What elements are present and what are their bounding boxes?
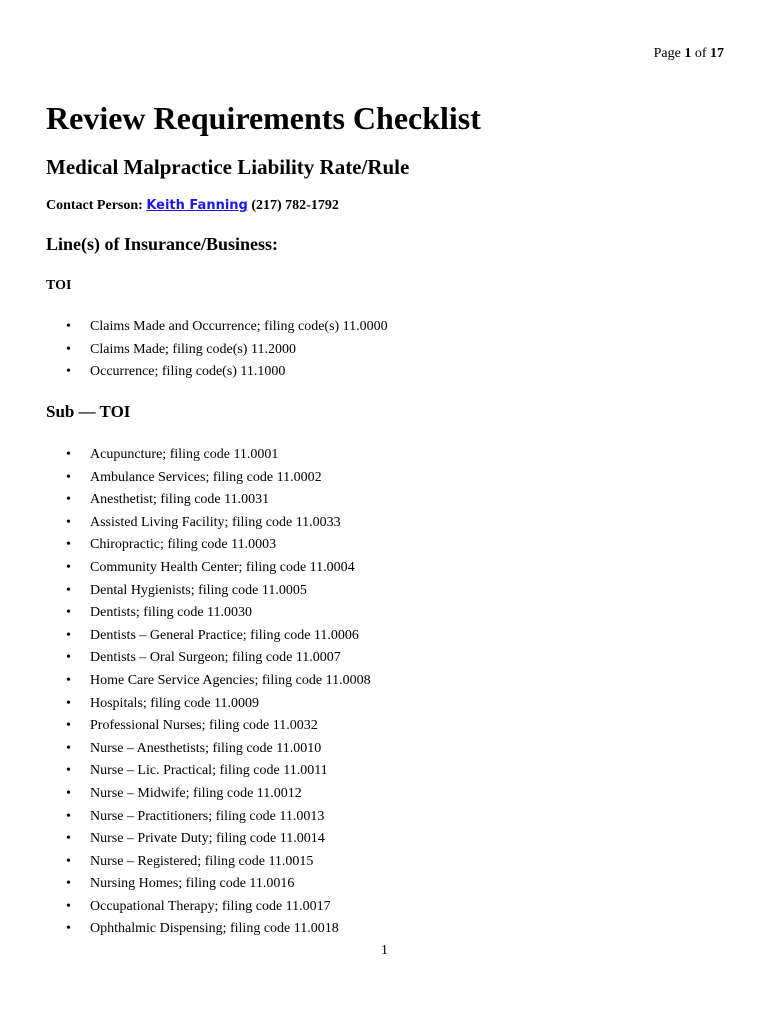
page-indicator (654, 46, 724, 62)
list-item: • Claims Made and Occurrence; filing code(s) 11.0000 (66, 316, 388, 339)
contact-label: Contact Person: (46, 198, 147, 213)
toi-list (66, 316, 388, 384)
document-title: Review Requirements Checklist (46, 100, 481, 136)
list-item: • Claims Made; filing code(s) 11.2000 (66, 339, 388, 362)
list-item: • Occupational Therapy; filing code 11.0017 (66, 896, 371, 919)
list-item: • Occurrence; filing code(s) 11.1000 (66, 361, 388, 384)
list-item: • Assisted Living Facility; filing code 11.0033 (66, 512, 371, 535)
list-item: • Professional Nurses; filing code 11.0032 (66, 715, 371, 738)
page-prefix: Page (653, 46, 685, 61)
list-item: • Nursing Homes; filing code 11.0016 (66, 873, 371, 896)
list-item: • Dentists; filing code 11.0030 (66, 602, 371, 625)
list-item: • Anesthetist; filing code 11.0031 (66, 489, 371, 512)
page-footer-number: 1 (381, 943, 388, 958)
list-item: • Ambulance Services; filing code 11.0002 (66, 467, 371, 490)
list-item: • Acupuncture; filing code 11.0001 (66, 444, 371, 467)
list-item: • Nurse – Registered; filing code 11.0015 (66, 851, 371, 874)
list-item: • Dental Hygienists; filing code 11.0005 (66, 580, 371, 603)
contact-phone: (217) 782-1792 (247, 198, 339, 213)
page-current: 1 (684, 46, 692, 61)
list-item: • Nurse – Practitioners; filing code 11.0013 (66, 806, 371, 829)
sub-toi-list (66, 444, 371, 941)
contact-name-link[interactable]: Keith Fanning (146, 198, 248, 213)
sub-toi-heading: Sub — TOI (46, 402, 131, 421)
list-item: • Dentists – Oral Surgeon; filing code 11.0007 (66, 647, 371, 670)
document-subtitle: Medical Malpractice Liability Rate/Rule (46, 155, 410, 179)
list-item: • Dentists – General Practice; filing code 11.0006 (66, 625, 371, 648)
list-item: • Chiropractic; filing code 11.0003 (66, 534, 371, 557)
list-item: • Home Care Service Agencies; filing code 11.0008 (66, 670, 371, 693)
page-total: 17 (710, 46, 724, 61)
list-item: • Nurse – Lic. Practical; filing code 11.0011 (66, 760, 371, 783)
list-item: • Nurse – Midwife; filing code 11.0012 (66, 783, 371, 806)
page-of: of (691, 46, 710, 61)
lines-of-insurance-heading: Line(s) of Insurance/Business: (46, 234, 279, 254)
list-item: • Hospitals; filing code 11.0009 (66, 693, 371, 716)
list-item: • Community Health Center; filing code 11.0004 (66, 557, 371, 580)
contact-line (46, 198, 339, 214)
list-item: • Nurse – Anesthetists; filing code 11.0010 (66, 738, 371, 761)
list-item: • Nurse – Private Duty; filing code 11.0014 (66, 828, 371, 851)
toi-label: TOI (46, 278, 72, 293)
list-item: • Ophthalmic Dispensing; filing code 11.0018 (66, 918, 371, 941)
